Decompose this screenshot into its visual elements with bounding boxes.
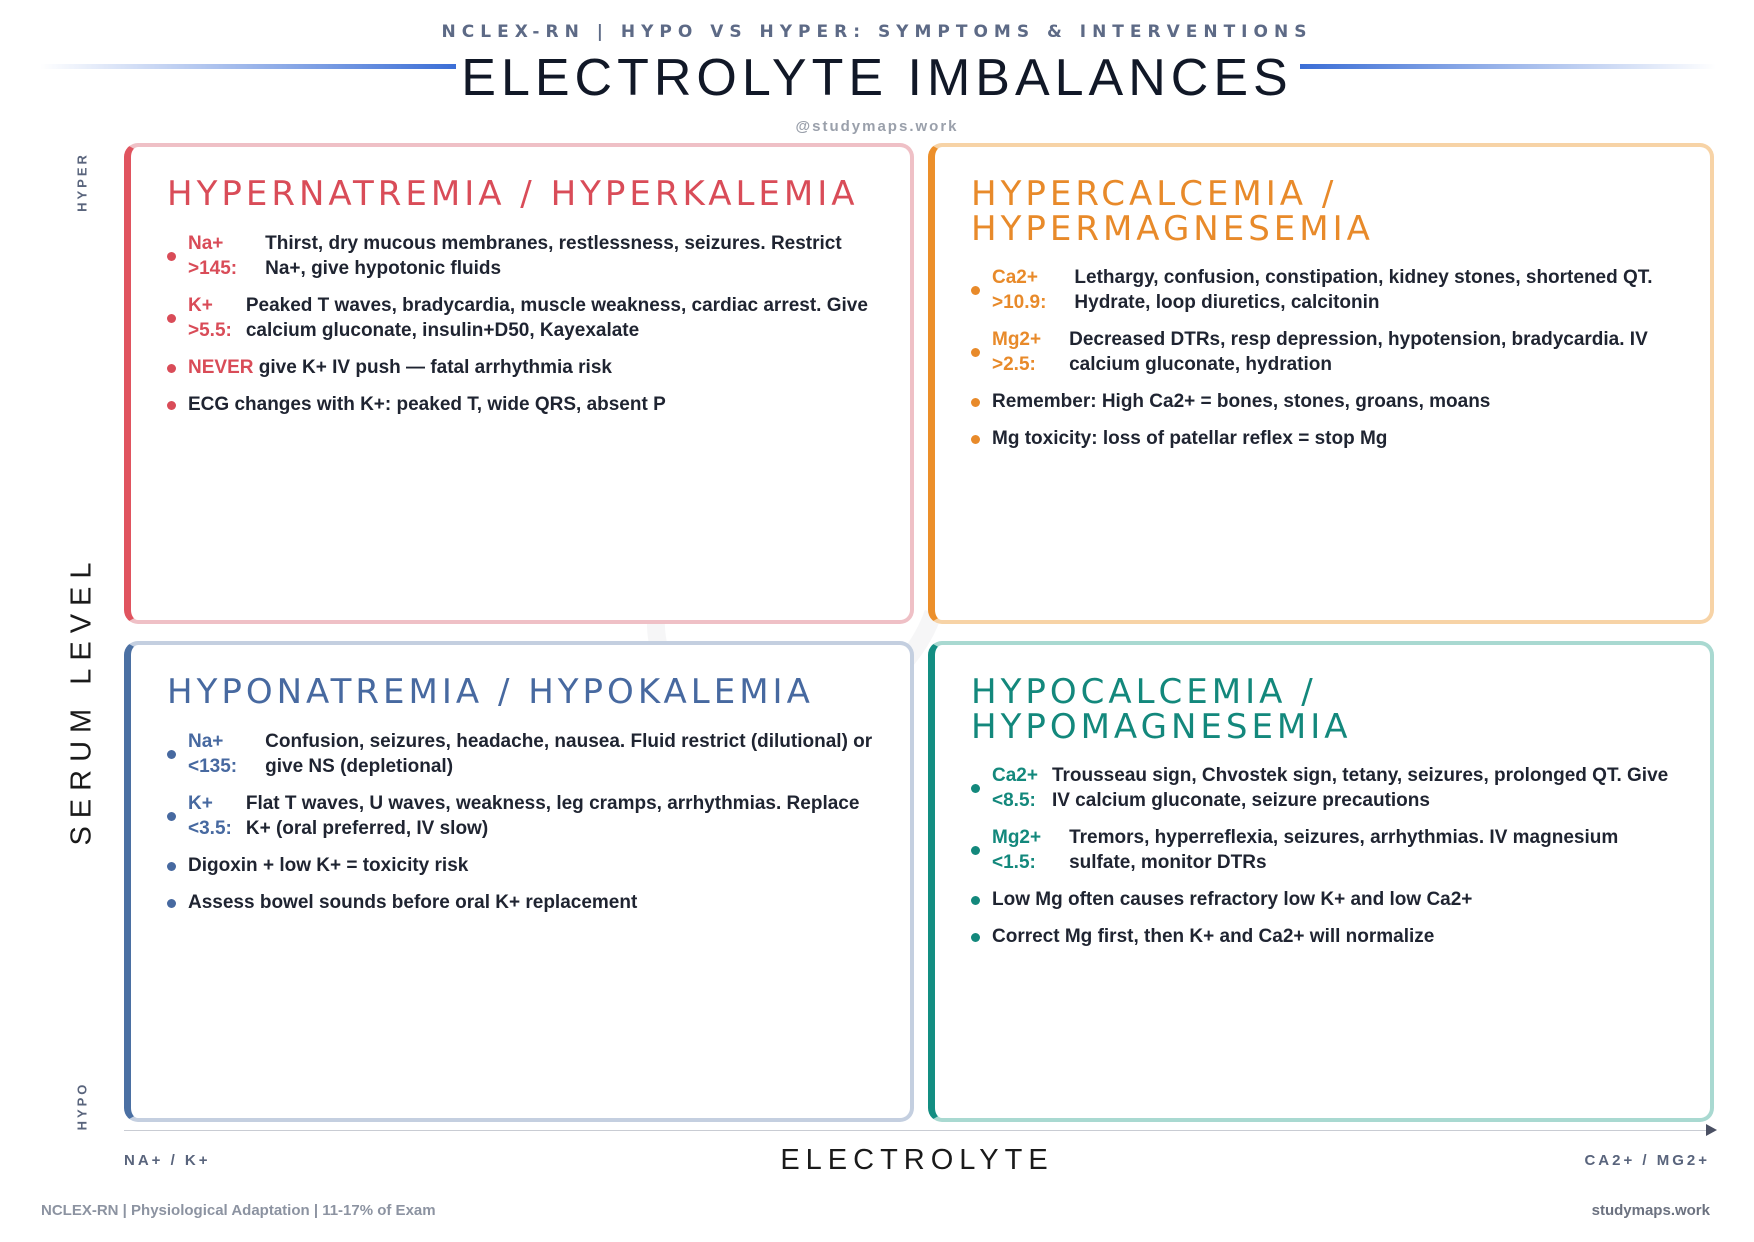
item-lead-warning: NEVER xyxy=(188,357,254,378)
item-key: Mg2+ >2.5: xyxy=(992,329,1042,375)
list-item xyxy=(167,392,880,417)
list-item xyxy=(167,293,880,343)
item-key: K+ <3.5: xyxy=(188,793,232,839)
quadrant-title: HYPERNATREMIA / HYPERKALEMIA xyxy=(167,174,859,214)
item-key: Ca2+ >10.9: xyxy=(992,267,1047,313)
bullet-dot-icon xyxy=(167,899,176,908)
item-key: Mg2+ <1.5: xyxy=(992,827,1042,873)
bullet-dot-icon xyxy=(971,784,980,793)
page-title: ELECTROLYTE IMBALANCES xyxy=(461,49,1293,107)
x-axis-title: ELECTROLYTE xyxy=(780,1144,1054,1176)
quadrant-title: HYPONATREMIA / HYPOKALEMIA xyxy=(167,672,814,712)
quadrant-hyper-ca-mg xyxy=(928,143,1714,624)
bullet-dot-icon xyxy=(971,348,980,357)
bullet-dot-icon xyxy=(167,812,176,821)
bullet-dot-icon xyxy=(971,435,980,444)
quadrant-hypo-na-k xyxy=(124,641,914,1122)
bullet-dot-icon xyxy=(971,933,980,942)
list-item xyxy=(971,825,1680,875)
bullet-dot-icon xyxy=(167,862,176,871)
y-axis-top-label: HYPER xyxy=(74,152,90,212)
list-item xyxy=(167,853,880,878)
item-key: K+ >5.5: xyxy=(188,295,232,341)
list-item xyxy=(971,389,1680,414)
item-text: ECG changes with K+: peaked T, wide QRS, absent P xyxy=(188,394,666,415)
item-key: Na+ <135: xyxy=(188,731,238,777)
item-text: Flat T waves, U waves, weakness, leg cramps, arrhythmias. Replace K+ (oral preferred, IV slow) xyxy=(245,793,860,839)
item-text: Remember: High Ca2+ = bones, stones, groans, moans xyxy=(992,391,1491,412)
item-text: Decreased DTRs, resp depression, hypotension, bradycardia. IV calcium gluconate, hydration xyxy=(1069,329,1648,375)
list-item xyxy=(167,355,880,380)
x-axis-line xyxy=(124,1130,1710,1131)
bullet-dot-icon xyxy=(167,314,176,323)
item-text: Thirst, dry mucous membranes, restlessness, seizures. Restrict Na+, give hypotonic fluids xyxy=(265,233,842,279)
list-item xyxy=(971,426,1680,451)
bullet-dot-icon xyxy=(167,364,176,373)
list-item xyxy=(167,890,880,915)
list-item xyxy=(971,924,1680,949)
bullet-dot-icon xyxy=(167,750,176,759)
list-item xyxy=(971,265,1680,315)
quadrant-title: HYPOCALCEMIA / HYPOMAGNESEMIA xyxy=(971,672,1352,747)
x-axis-right-label: CA2+ / MG2+ xyxy=(1584,1152,1710,1169)
quadrant-item-list xyxy=(971,763,1680,961)
item-text: Lethargy, confusion, constipation, kidney stones, shortened QT. Hydrate, loop diuretics, calcitonin xyxy=(1074,267,1653,313)
list-item xyxy=(167,231,880,281)
y-axis-bottom-label: HYPO xyxy=(74,1081,90,1131)
page-supertitle: NCLEX-RN | HYPO VS HYPER: SYMPTOMS & INTERVENTIONS xyxy=(441,22,1313,42)
quadrant-title: HYPERCALCEMIA / HYPERMAGNESEMIA xyxy=(971,174,1374,249)
quadrant-item-list xyxy=(167,231,880,429)
list-item xyxy=(971,327,1680,377)
bullet-dot-icon xyxy=(971,896,980,905)
arrow-right-icon xyxy=(1706,1124,1717,1136)
item-key: Ca2+ <8.5: xyxy=(992,765,1038,811)
quadrant-hyper-na-k xyxy=(124,143,914,624)
bullet-dot-icon xyxy=(971,398,980,407)
quadrant-item-list xyxy=(167,729,880,927)
x-axis-left-label: NA+ / K+ xyxy=(124,1152,211,1169)
author-handle: @studymaps.work xyxy=(795,118,959,135)
quadrant-item-list xyxy=(971,265,1680,463)
list-item xyxy=(167,791,880,841)
list-item xyxy=(971,763,1680,813)
item-text: Assess bowel sounds before oral K+ replacement xyxy=(188,892,638,913)
bullet-dot-icon xyxy=(971,286,980,295)
list-item xyxy=(971,887,1680,912)
footer-caption: NCLEX-RN | Physiological Adaptation | 11-17% of Exam xyxy=(41,1202,436,1219)
item-text: Mg toxicity: loss of patellar reflex = stop Mg xyxy=(992,428,1388,449)
bullet-dot-icon xyxy=(167,252,176,261)
bullet-dot-icon xyxy=(971,846,980,855)
quadrant-hypo-ca-mg xyxy=(928,641,1714,1122)
bullet-dot-icon xyxy=(167,401,176,410)
item-text: Peaked T waves, bradycardia, muscle weakness, cardiac arrest. Give calcium gluconate, insulin+D50, Kayexalate xyxy=(245,295,868,341)
item-text: Tremors, hyperreflexia, seizures, arrhythmias. IV magnesium sulfate, monitor DTRs xyxy=(1069,827,1619,873)
item-key: Na+ >145: xyxy=(188,233,238,279)
item-text: Low Mg often causes refractory low K+ and low Ca2+ xyxy=(992,889,1473,910)
item-text: Confusion, seizures, headache, nausea. Fluid restrict (dilutional) or give NS (depletional) xyxy=(265,731,873,777)
item-text: give K+ IV push — fatal arrhythmia risk xyxy=(258,357,612,378)
item-text: Correct Mg first, then K+ and Ca2+ will normalize xyxy=(992,926,1435,947)
item-text: Trousseau sign, Chvostek sign, tetany, seizures, prolonged QT. Give IV calcium gluconate, seizure precautions xyxy=(1051,765,1669,811)
item-text: Digoxin + low K+ = toxicity risk xyxy=(188,855,469,876)
list-item xyxy=(167,729,880,779)
y-axis-title: SERUM LEVEL xyxy=(65,554,98,846)
footer-site: studymaps.work xyxy=(1591,1202,1710,1219)
